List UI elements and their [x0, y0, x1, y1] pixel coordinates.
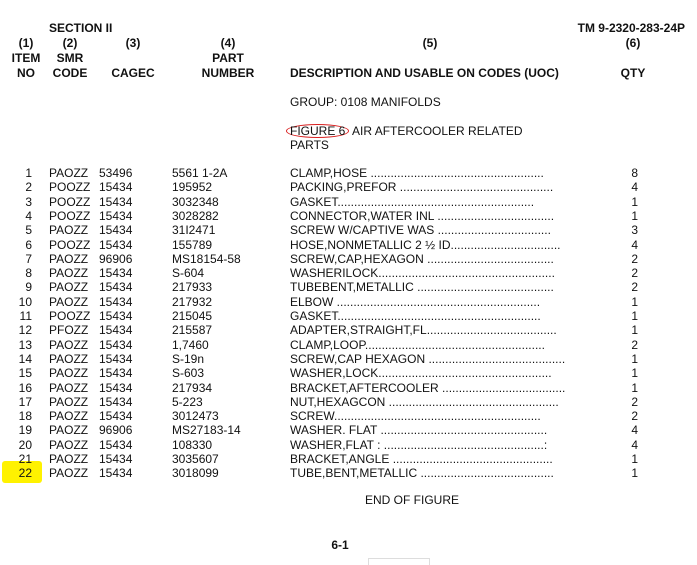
- col-item-label1: ITEM: [11, 51, 41, 65]
- cell-cagec: 53496: [99, 166, 133, 180]
- cell-item: 19: [18, 423, 32, 438]
- cell-smr: POOZZ: [49, 309, 91, 323]
- cell-qty: 2: [631, 409, 638, 424]
- cell-item: 9: [25, 280, 32, 295]
- table-row: [0, 395, 697, 409]
- cell-item: 6: [25, 237, 32, 252]
- cell-item: 15: [18, 366, 32, 381]
- table-row: [0, 352, 697, 366]
- cell-cagec: 15434: [99, 237, 133, 252]
- cell-part: 195952: [172, 180, 213, 195]
- col-part-num: (4): [220, 36, 236, 50]
- figure-title: AIR AFTERCOOLER RELATED: [352, 124, 523, 138]
- cell-part: 5-223: [172, 394, 203, 409]
- table-row: [0, 223, 697, 237]
- cell-smr: PAOZZ: [49, 337, 89, 352]
- cell-qty: 1: [631, 380, 638, 395]
- cell-item: 8: [25, 266, 32, 281]
- cell-part: 155789: [172, 237, 213, 252]
- cell-desc: SCREW,CAP HEXAGON .........................................: [290, 351, 566, 366]
- cell-desc: CLAMP,HOSE ....................................................: [290, 166, 544, 180]
- figure-heading: [290, 124, 523, 138]
- col-qty-label: QTY: [620, 66, 646, 80]
- cell-desc: CLAMP,LOOP......................................................: [290, 337, 545, 352]
- table-row: [0, 323, 697, 337]
- cell-item: 12: [18, 323, 32, 338]
- cell-item: 2: [25, 180, 32, 195]
- cell-qty: 2: [631, 337, 638, 352]
- cell-cagec: 15434: [99, 309, 133, 323]
- cell-part: 217932: [172, 294, 213, 309]
- cell-smr: POOZZ: [49, 194, 91, 209]
- cell-item: 20: [18, 437, 32, 452]
- cell-qty: 1: [631, 309, 638, 323]
- cell-desc: GASKET.............................................................: [290, 309, 541, 323]
- col-qty-num: (6): [625, 36, 641, 50]
- cell-qty: 1: [631, 351, 638, 366]
- cell-smr: PFOZZ: [49, 323, 89, 338]
- cell-part: 108330: [172, 437, 213, 452]
- table-row: [0, 195, 697, 209]
- cell-part: 1,7460: [172, 337, 209, 352]
- cell-desc: NUT,HEXAGCON ...................................................: [290, 394, 559, 409]
- col-desc-num: (5): [422, 36, 438, 50]
- end-of-figure: END OF FIGURE: [364, 493, 459, 507]
- cell-smr: PAOZZ: [49, 466, 89, 481]
- table-row: [0, 180, 697, 194]
- cell-part: 3018099: [172, 466, 219, 481]
- figure-label[interactable]: FIGURE 6: [286, 124, 349, 138]
- cell-smr: PAOZZ: [49, 280, 89, 295]
- cell-qty: 1: [631, 208, 638, 223]
- cell-item: 5: [25, 223, 32, 238]
- cell-qty: 1: [631, 194, 638, 209]
- cell-qty: 3: [631, 223, 638, 238]
- cell-qty: 4: [631, 437, 638, 452]
- cell-smr: POOZZ: [49, 180, 91, 195]
- cell-desc: ELBOW .............................................................: [290, 294, 541, 309]
- cell-part: S-604: [172, 266, 205, 281]
- cell-item: 18: [18, 409, 32, 424]
- cell-smr: PAOZZ: [49, 251, 89, 266]
- cell-desc: BRACKET,ANGLE ................................................: [290, 452, 553, 466]
- cell-qty: 1: [631, 366, 638, 381]
- cell-desc: TUBEBENT,METALLIC .........................................: [290, 280, 554, 295]
- cell-smr: PAOZZ: [49, 351, 89, 366]
- cell-cagec: 15434: [99, 437, 133, 452]
- cell-part: 217934: [172, 380, 213, 395]
- cell-part: 215587: [172, 323, 213, 338]
- cell-desc: BRACKET,AFTERCOOLER .....................................: [290, 380, 566, 395]
- col-smr-label2: CODE: [52, 66, 88, 80]
- table-row: [0, 252, 697, 266]
- table-row: [0, 238, 697, 252]
- cell-item: 10: [18, 294, 32, 309]
- cell-part: 5561 1-2A: [172, 166, 228, 180]
- cell-cagec: 15434: [99, 337, 133, 352]
- cell-smr: PAOZZ: [49, 437, 89, 452]
- cell-part: 3032348: [172, 194, 219, 209]
- table-row: [0, 423, 697, 437]
- table-row: [0, 438, 697, 452]
- cell-item: 17: [18, 394, 32, 409]
- cell-smr: PAOZZ: [49, 223, 89, 238]
- cell-cagec: 15434: [99, 366, 133, 381]
- cell-smr: PAOZZ: [49, 294, 89, 309]
- cell-cagec: 15434: [99, 394, 133, 409]
- cell-qty: 1: [631, 466, 638, 481]
- table-row: [0, 452, 697, 466]
- table-row: [0, 295, 697, 309]
- cell-cagec: 15434: [99, 323, 133, 338]
- col-part-label2: NUMBER: [201, 66, 255, 80]
- cell-desc: HOSE,NONMETALLIC 2 ½ ID.................................: [290, 237, 561, 252]
- col-cagec-num: (3): [125, 36, 141, 50]
- col-item-label2: NO: [17, 66, 35, 80]
- cell-desc: ADAPTER,STRAIGHT,FL.......................................: [290, 323, 557, 338]
- cell-smr: PAOZZ: [49, 380, 89, 395]
- cell-item: 3: [25, 194, 32, 209]
- cell-part: MS27183-14: [172, 423, 241, 438]
- col-item-num: (1): [18, 36, 34, 50]
- cell-qty: 2: [631, 266, 638, 281]
- cell-part: S-603: [172, 366, 205, 381]
- cell-desc: WASHER,LOCK....................................................: [290, 366, 552, 381]
- table-row: [0, 209, 697, 223]
- tm-number: TM 9-2320-283-24P: [577, 21, 685, 35]
- col-smr-label1: SMR: [56, 51, 84, 65]
- table-row: [0, 309, 697, 323]
- table-row: [0, 466, 697, 480]
- cell-item: 11: [19, 309, 32, 323]
- table-row: [0, 366, 697, 380]
- cell-smr: PAOZZ: [49, 452, 89, 466]
- col-desc-label: DESCRIPTION AND USABLE ON CODES (UOC): [290, 66, 559, 80]
- cell-smr: PAOZZ: [49, 366, 89, 381]
- cell-part: 3035607: [172, 452, 219, 466]
- cell-qty: 2: [631, 394, 638, 409]
- cell-smr: POOZZ: [49, 208, 91, 223]
- cell-cagec: 15434: [99, 351, 133, 366]
- cell-desc: SCREW..............................................................: [290, 409, 541, 424]
- cell-item: 1: [25, 166, 32, 180]
- table-row: [0, 409, 697, 423]
- cell-desc: TUBE,BENT,METALLIC ........................................: [290, 466, 554, 481]
- cell-cagec: 15434: [99, 452, 133, 466]
- cell-desc: WASHER. FLAT ..................................................: [290, 423, 548, 438]
- cell-cagec: 15434: [99, 280, 133, 295]
- cell-item: 21: [18, 452, 32, 466]
- cell-cagec: 15434: [99, 266, 133, 281]
- cell-desc: WASHERILOCK.....................................................: [290, 266, 555, 281]
- table-row: [0, 280, 697, 294]
- cell-qty: 1: [631, 294, 638, 309]
- group-label: GROUP: 0108 MANIFOLDS: [290, 95, 441, 109]
- cell-cagec: 15434: [99, 180, 133, 195]
- cell-item: 7: [25, 251, 32, 266]
- cell-item: 13: [18, 337, 32, 352]
- cell-part: 215045: [172, 309, 213, 323]
- cell-smr: PAOZZ: [49, 409, 89, 424]
- cell-item: 22: [18, 466, 32, 481]
- col-smr-num: (2): [62, 36, 78, 50]
- cell-item: 16: [18, 380, 32, 395]
- cell-qty: 1: [631, 452, 638, 466]
- table-row: [0, 166, 697, 180]
- cell-qty: 4: [631, 237, 638, 252]
- cell-item: 4: [25, 208, 32, 223]
- cell-cagec: 15434: [99, 409, 133, 424]
- cell-cagec: 15434: [99, 380, 133, 395]
- col-part-label1: PART: [212, 51, 244, 65]
- table-row: [0, 266, 697, 280]
- cell-smr: PAOZZ: [49, 166, 89, 180]
- table-row: [0, 381, 697, 395]
- cell-part: 31I2471: [172, 223, 216, 238]
- cell-desc: CONNECTOR,WATER INL ...................................: [290, 208, 555, 223]
- cell-item: 14: [18, 351, 32, 366]
- cell-cagec: 96906: [99, 423, 133, 438]
- cell-qty: 4: [631, 423, 638, 438]
- cell-qty: 1: [631, 323, 638, 338]
- cell-cagec: 96906: [99, 251, 133, 266]
- cell-qty: 8: [631, 166, 638, 180]
- cell-qty: 2: [631, 251, 638, 266]
- cell-cagec: 15434: [99, 294, 133, 309]
- cell-cagec: 15434: [99, 466, 133, 481]
- cell-smr: POOZZ: [49, 237, 91, 252]
- cell-part: 3028282: [172, 208, 219, 223]
- cell-part: S-19n: [172, 351, 205, 366]
- cell-desc: SCREW W/CAPTIVE WAS ..................................: [290, 223, 551, 238]
- cell-smr: PAOZZ: [49, 394, 89, 409]
- cell-desc: GASKET...........................................................: [290, 194, 535, 209]
- cell-qty: 2: [631, 280, 638, 295]
- cell-qty: 4: [631, 180, 638, 195]
- cell-part: 217933: [172, 280, 213, 295]
- cell-cagec: 15434: [99, 208, 133, 223]
- cell-part: MS18154-58: [172, 251, 241, 266]
- cell-smr: PAOZZ: [49, 423, 89, 438]
- figure-title-line2: PARTS: [290, 138, 329, 152]
- section-title: SECTION II: [49, 21, 113, 35]
- cell-cagec: 15434: [99, 194, 133, 209]
- cell-smr: PAOZZ: [49, 266, 89, 281]
- cell-desc: WASHER,FLAT : ................................................:: [290, 437, 548, 452]
- cell-desc: SCREW,CAP,HEXAGON ......................................: [290, 251, 554, 266]
- cell-cagec: 15434: [99, 223, 133, 238]
- col-cagec-label: CAGEC: [111, 66, 155, 80]
- table-row: [0, 338, 697, 352]
- page-number: 6-1: [331, 538, 349, 552]
- cell-desc: PACKING,PREFOR ..............................................: [290, 180, 554, 195]
- cell-part: 3012473: [172, 409, 219, 424]
